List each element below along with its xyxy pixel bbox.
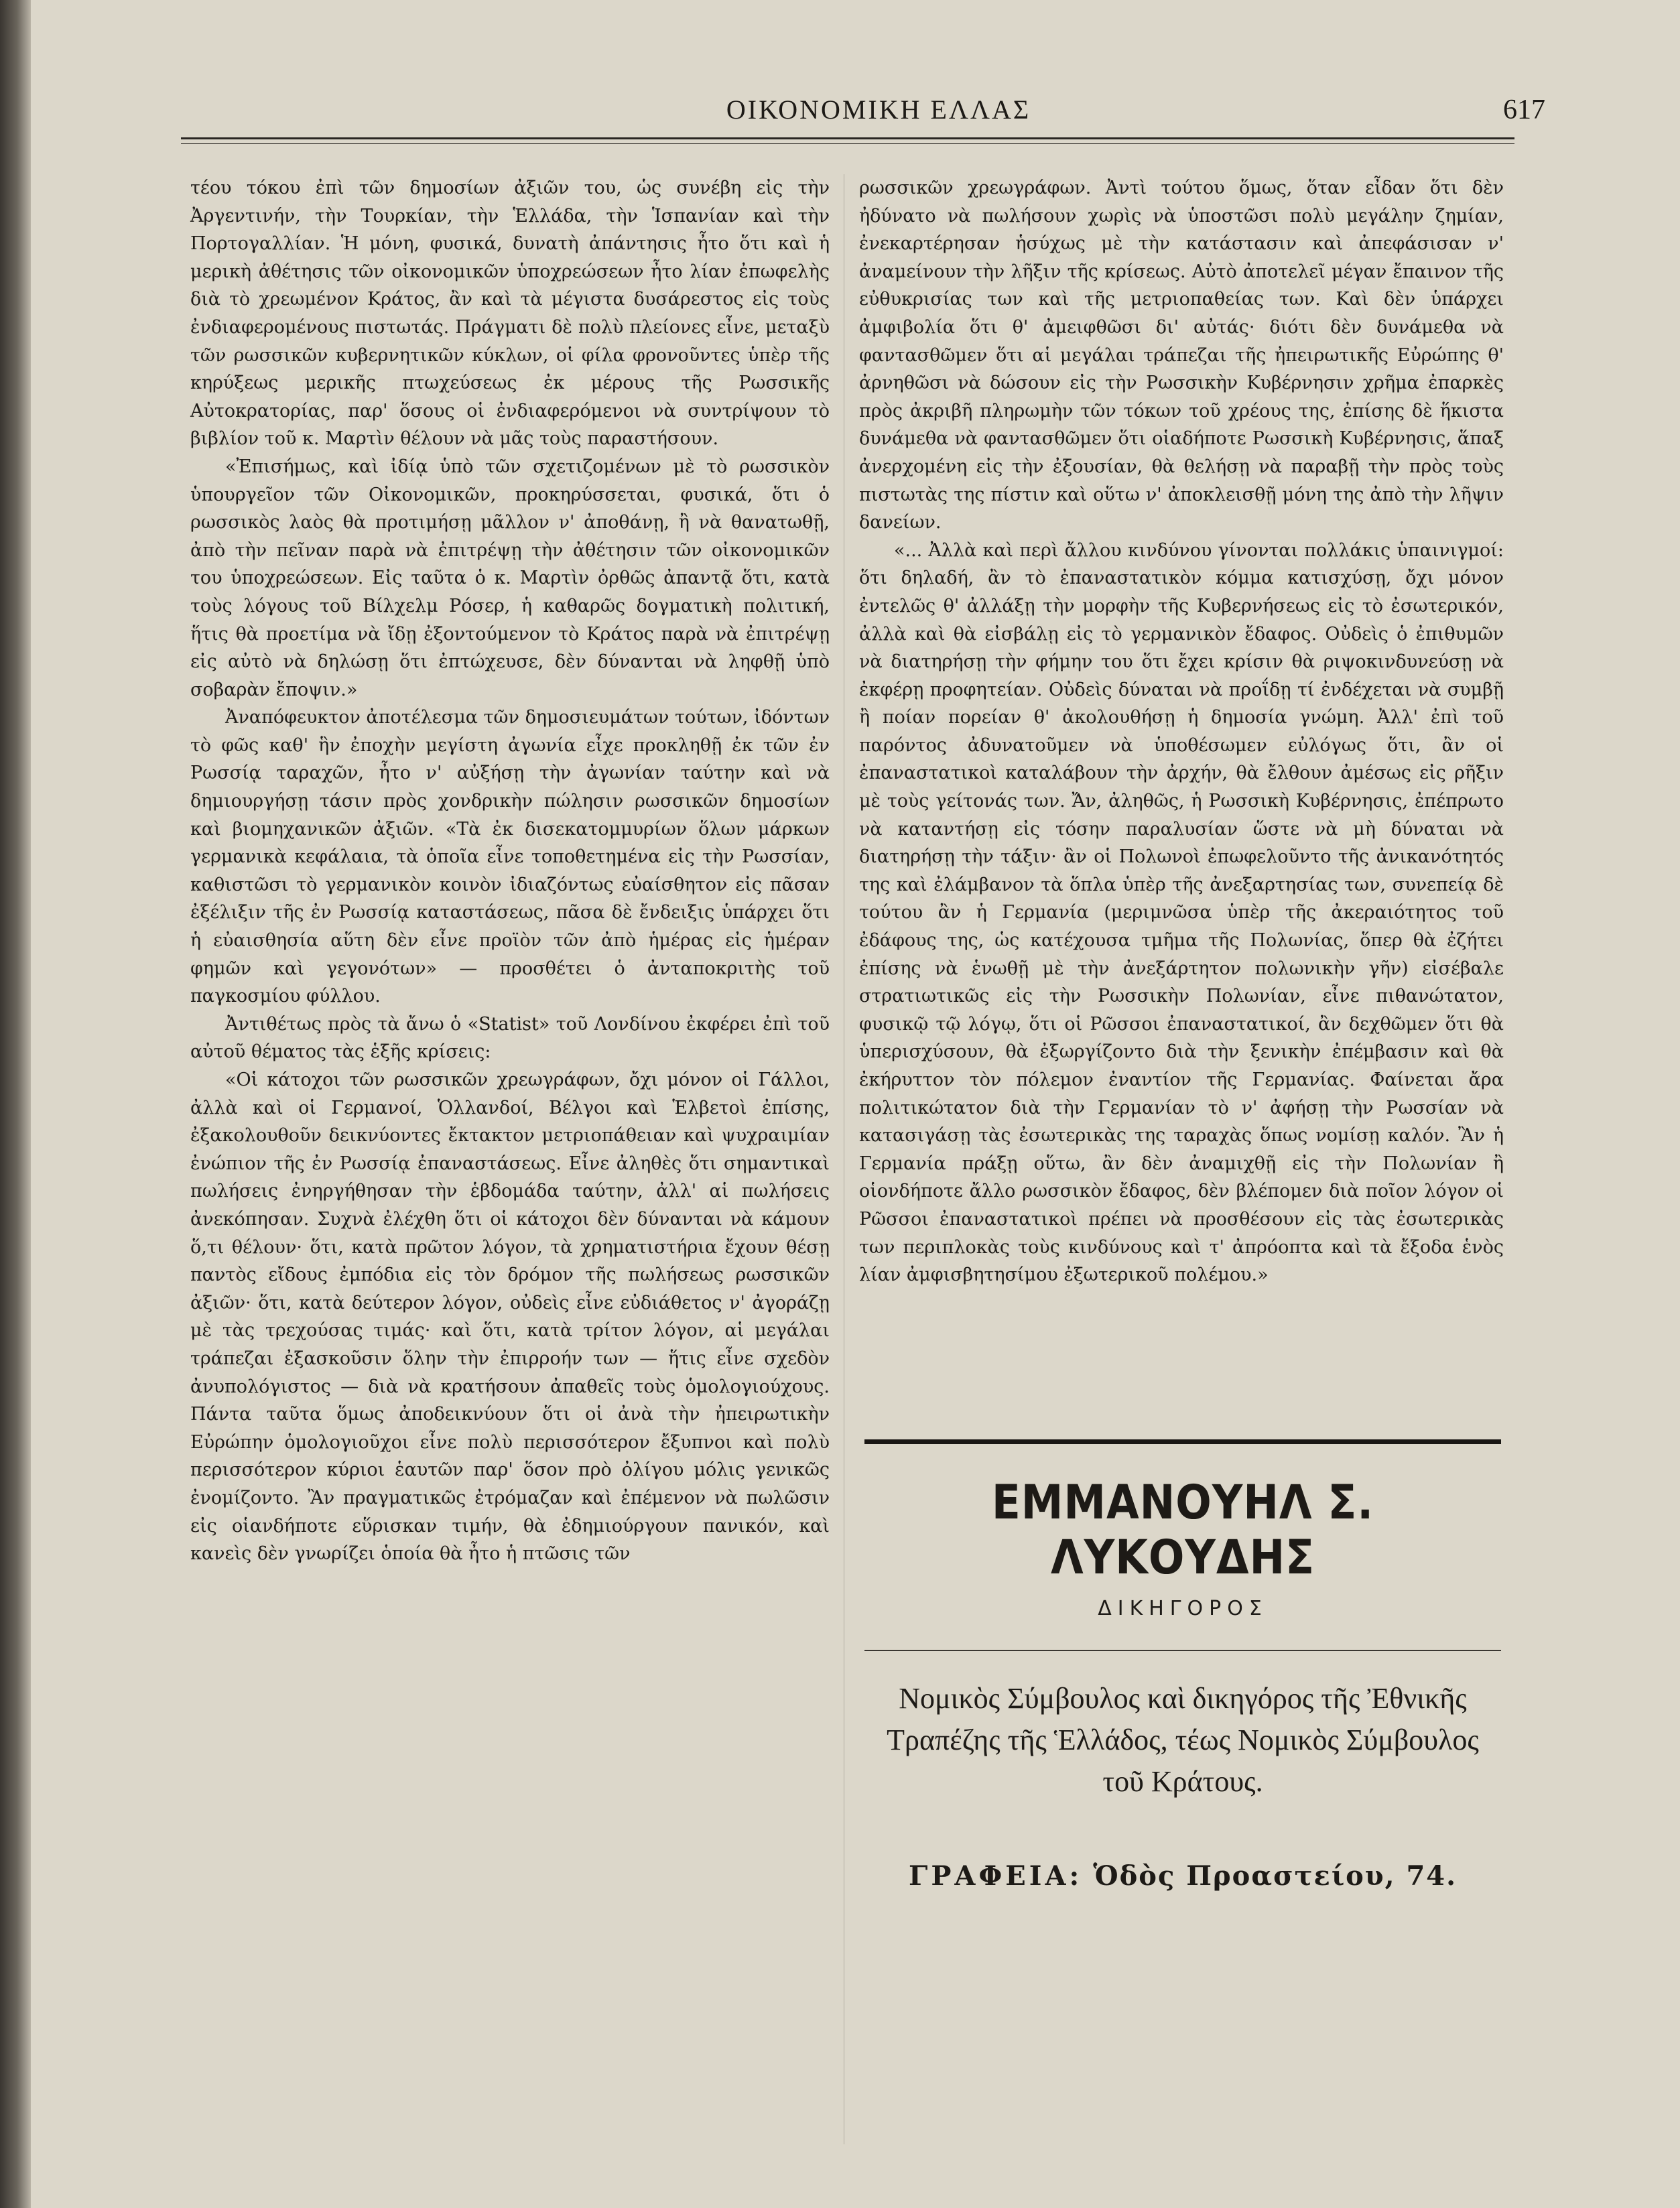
advertisement-top-rule [864,1439,1501,1444]
right-text-column [859,174,1504,1427]
advertiser-description: Νομικὸς Σύμβουλος καὶ δικηγόρος τῆς Ἐθνικῆς Τραπέζης τῆς Ἑλλάδος, τέως Νομικὸς Σύμβουλος τοῦ Κράτους. [887,1682,1479,1798]
paragraph: ρωσσικῶν χρεωγράφων. Ἀντὶ τούτου ὅμως, ὅταν εἶδαν ὅτι δὲν ἠδύνατο νὰ πωλήσουν χωρὶς νὰ ὑποστῶσι πολὺ μεγάλην ζημίαν, ἐνεκαρτέρησαν ἡσύχως μὲ τὴν κατάστασιν καὶ ἀπεφάσισαν ν' ἀναμείνουν τὴν λῆξιν τῆς κρίσεως. Αὐτὸ ἀποτελεῖ μέγαν ἔπαινον τῆς εὐθυκρισίας των καὶ τῆς μετριοπαθείας των. Καὶ δὲν ὑπάρχει ἀμφιβολία ὅτι θ' ἀμειφθῶσι δι' αὐτάς· διότι δὲν δυνάμεθα νὰ φαντασθῶμεν ὅτι αἱ μεγάλαι τράπεζαι τῆς ἠπειρωτικῆς Εὐρώπης θ' ἀρνηθῶσι νὰ δώσουν εἰς τὴν Ρωσσικὴν Κυβέρνησιν χρῆμα ἐπαρκὲς πρὸς ἀκριβῆ πληρωμὴν τῶν τόκων τοῦ χρέους της, ἐπίσης δὲ ἥκιστα δυνάμεθα νὰ φαντασθῶμεν ὅτι οἱαδήποτε Ρωσσικὴ Κυβέρνησις, ἅπαξ ἀνερχομένη εἰς τὴν ἐξουσίαν, θὰ θελήσῃ νὰ παραβῇ τὴν πρὸς τοὺς πιστωτὰς της πίστιν καὶ οὕτω ν' ἀποκλεισθῇ μόνη της ἀπὸ τὴν λῆψιν δανείων. [859,178,1504,533]
paragraph: «Οἱ κάτοχοι τῶν ρωσσικῶν χρεωγράφων, ὄχι μόνον οἱ Γάλλοι, ἀλλὰ καὶ οἱ Γερμανοί, Ὁλλανδοί, Βέλγοι καὶ Ἑλβετοὶ ἐπίσης, ἐξακολουθοῦν δεικνύοντες ἔκτακτον μετριοπάθειαν καὶ ψυχραιμίαν ἐνώπιον τῆς ἐν Ρωσσίᾳ ἐπαναστάσεως. Εἶνε ἀληθὲς ὅτι σημαντικαὶ πωλήσεις ἐνηργήθησαν τὴν ἑβδομάδα ταύτην, ἀλλ' αἱ πωλήσεις ἀνεκόπησαν. Συχνὰ ἐλέχθη ὅτι οἱ κάτοχοι δὲν δύνανται νὰ κάμουν ὅ,τι θέλουν· ὅτι, κατὰ πρῶτον λόγον, τὰ χρηματιστήρια ἔχουν θέσῃ παντὸς εἴδους ἐμπόδια εἰς τὸν δρόμον τῆς πωλήσεως ρωσσικῶν ἀξιῶν· ὅτι, κατὰ δεύτερον λόγον, οὐδεὶς εἶνε εὐδιάθετος ν' ἀγοράζῃ μὲ τὰς τρεχούσας τιμάς· καὶ ὅτι, κατὰ τρίτον λόγον, αἱ μεγάλαι τράπεζαι ἐξασκοῦσιν ὅλην τὴν ἐπιρροήν των — ἥτις εἶνε σχεδὸν ἀνυπολόγιστος — διὰ νὰ κρατήσουν ἀπαθεῖς τοὺς ὁμολογιούχους. Πάντα ταῦτα ὅμως ἀποδεικνύουν ὅτι οἱ ἀνὰ τὴν ἠπειρωτικὴν Εὐρώπην ὁμολογιοῦχοι εἶνε πολὺ περισσότερον ἔξυπνοι καὶ πολὺ περισσότερον κύριοι ἑαυτῶν παρ' ὅσον πρὸ ὀλίγου μόλις γενικῶς ἐνομίζοντο. Ἂν πραγματικῶς ἐτρόμαζαν καὶ ἐπέμενον νὰ πωλῶσιν εἰς οἱανδήποτε εὕρισκαν τιμήν, θὰ ἐδημιούργουν πανικόν, καὶ κανεὶς δὲν γνωρίζει ὁποία θὰ ἦτο ἡ πτῶσις τῶν [190,1069,830,1565]
header-double-rule [181,137,1514,144]
page-binding-shadow [0,0,31,2208]
page-number: 617 [1503,94,1545,125]
lawyer-advertisement [864,1439,1501,2170]
advertisement-divider [864,1650,1501,1651]
paragraph: «... Ἀλλὰ καὶ περὶ ἄλλου κινδύνου γίνονται πολλάκις ὑπαινιγμοί: ὅτι δηλαδή, ἂν τὸ ἐπαναστατικὸν κόμμα κατισχύσῃ, ὄχι μόνον ἐντελῶς θ' ἀλλάξῃ τὴν μορφὴν τῆς Κυβερνήσεως εἰς τὸ ἐσωτερικόν, ἀλλὰ καὶ θὰ εἰσβάλῃ εἰς τὸ γερμανικὸν ἔδαφος. Οὐδεὶς ὁ ἐπιθυμῶν νὰ διατηρήσῃ τὴν φήμην του ὅτι ἔχει κρίσιν θὰ ριψοκινδυνεύσῃ νὰ ἐκφέρῃ προφητείαν. Οὐδεὶς δύναται νὰ προΐδῃ τί ἐνδέχεται νὰ συμβῇ ἢ ποίαν πορείαν θ' ἀκολουθήσῃ ἡ δημοσία γνώμη. Ἀλλ' ἐπὶ τοῦ παρόντος ἀδυνατοῦμεν νὰ ὑποθέσωμεν εὐλόγως ὅτι, ἂν οἱ ἐπαναστατικοὶ καταλάβουν τὴν ἀρχήν, θὰ ἔλθουν ἀμέσως εἰς ρῆξιν μὲ τοὺς γείτονάς των. Ἄν, ἀληθῶς, ἡ Ρωσσικὴ Κυβέρνησις, ἐπέπρωτο νὰ καταντήσῃ εἰς τόσην παραλυσίαν ὥστε νὰ μὴ δύναται νὰ διατηρήσῃ τὴν τάξιν· ἂν οἱ Πολωνοὶ ἐπωφελοῦντο τῆς ἀνικανότητός της καὶ ἐλάμβανον τὰ ὅπλα ὑπὲρ τῆς ἀνεξαρτησίας των, συνεπείᾳ δὲ τούτου ἂν ἡ Γερμανία (μεριμνῶσα ὑπὲρ τῆς ἀκεραιότητος τοῦ ἐδάφους της, ὡς κατέχουσα τμῆμα τῆς Πολωνίας, ὅπερ θὰ ἐζήτει ἐπίσης νὰ ἑνωθῇ μὲ τὴν ἀνεξάρτητον πολωνικὴν γῆν) εἰσέβαλε στρατιωτικῶς εἰς τὴν Ρωσσικὴν Πολωνίαν, εἶνε πιθανώτατον, φυσικῷ τῷ λόγῳ, ὅτι οἱ Ρῶσσοι ἐπαναστατικοί, ἂν δεχθῶμεν ὅτι θὰ ὑπερισχύσουν, θὰ ἐξωργίζοντο διὰ τὴν ξενικὴν ἐπέμβασιν καὶ θὰ ἐκήρυττον τὸν πόλεμον ἐναντίον τῆς Γερμανίας. Φαίνεται ἄρα πολιτικώτατον διὰ τὴν Γερμανίαν τὸ ν' ἀφήσῃ τὴν Ρωσσίαν νὰ κατασιγάσῃ τὰς ἐσωτερικὰς της ταραχὰς ὅπως νομίσῃ καλόν. Ἂν ἡ Γερμανία πράξῃ οὕτω, ἂν δὲν ἀναμιχθῇ εἰς τὴν Πολωνίαν ἢ οἱονδήποτε ἄλλο ρωσσικὸν ἔδαφος, δὲν βλέπομεν διὰ ποῖον λόγον οἱ Ρῶσσοι ἐπαναστατικοὶ πρέπει νὰ προσθέσουν εἰς τὰς ἐσωτερικὰς των περιπλοκὰς τοὺς κινδύνους καὶ τ' ἀπρόοπτα καὶ τὰ ἔξοδα ἑνὸς λίαν ἀμφισβητησίμου ἐξωτερικοῦ πολέμου.» [859,539,1504,1286]
paragraph: Ἀναπόφευκτον ἀποτέλεσμα τῶν δημοσιευμάτων τούτων, ἰδόντων τὸ φῶς καθ' ἣν ἐποχὴν μεγίστη ἀγωνία εἶχε προκληθῇ ἐκ τῶν ἐν Ρωσσίᾳ ταραχῶν, ἦτο ν' αὐξήσῃ τὴν ἀγωνίαν ταύτην καὶ νὰ δημιουργήσῃ τάσιν πρὸς χονδρικὴν πώλησιν ρωσσικῶν δημοσίων καὶ βιομηχανικῶν ἀξιῶν. «Τὰ ἐκ δισεκατομμυρίων ὅλων μάρκων γερμανικὰ κεφάλαια, τὰ ὁποῖα εἶνε τοποθετημένα εἰς τὴν Ρωσσίαν, καθιστῶσι τὸ γερμανικὸν κοινὸν ἰδιαζόντως εὐαίσθητον εἰς πᾶσαν ἐξέλιξιν τῆς ἐν Ρωσσίᾳ καταστάσεως, πᾶσα δὲ ἔνδειξις ὑπάρχει ὅτι ἡ εὐαισθησία αὕτη δὲν εἶνε προϊὸν τῶν ἀπὸ ἡμέρας εἰς ἡμέραν φημῶν καὶ γεγονότων» — προσθέτει ὁ ἀνταποκριτὴς τοῦ παγκοσμίου φύλλου. [190,707,830,1007]
paragraph: Ἀντιθέτως πρὸς τὰ ἄνω ὁ «Statist» τοῦ Λονδίνου ἐκφέρει ἐπὶ τοῦ αὐτοῦ θέματος τὰς ἑξῆς κρίσεις: [190,1013,830,1063]
offices-address: Ὁδὸς Προαστείου, 74. [1093,1860,1458,1892]
paragraph: τέου τόκου ἐπὶ τῶν δημοσίων ἀξιῶν του, ὡς συνέβη εἰς τὴν Ἀργεντινήν, τὴν Τουρκίαν, τὴν Ἑλλάδα, τὴν Ἱσπανίαν καὶ τὴν Πορτογαλλίαν. Ἡ μόνη, φυσικά, δυνατὴ ἀπάντησις ἦτο ὅτι καὶ ἡ μερικὴ ἀθέτησις τῶν οἰκονομικῶν ὑποχρεώσεων ἦτο λίαν ἐπωφελὴς διὰ τὸ χρεωμένον Κράτος, ἂν καὶ τὰ μέγιστα δυσάρεστος εἰς τοὺς ἐνδιαφερομένους πιστωτάς. Πράγματι δὲ πολὺ πλείονες εἶνε, μεταξὺ τῶν ρωσσικῶν κυβερνητικῶν κύκλων, οἱ φίλα φρονοῦντες ὑπὲρ τῆς κηρύξεως μερικῆς πτωχεύσεως ἐκ μέρους τῆς Ρωσσικῆς Αὐτοκρατορίας, παρ' ὅσους οἱ ἐνδιαφερόμενοι νὰ συντρίψουν τὸ βιβλίον τοῦ κ. Μαρτὶν θέλουν νὰ μᾶς τοὺς παραστήσουν. [190,178,830,450]
left-text-column [190,174,830,2185]
offices-label: ΓΡΑΦΕΙΑ: [908,1860,1083,1892]
page-header [212,87,1545,141]
offices-line [864,1860,1501,1892]
paragraph: «Ἐπισήμως, καὶ ἰδίᾳ ὑπὸ τῶν σχετιζομένων μὲ τὸ ρωσσικὸν ὑπουργεῖον τῶν Οἰκονομικῶν, προκηρύσσεται, φυσικά, ὅτι ὁ ρωσσικὸς λαὸς θὰ προτιμήσῃ μᾶλλον ν' ἀποθάνῃ, ἢ νὰ θανατωθῇ, ἀπὸ τὴν πεῖναν παρὰ νὰ ἐπιτρέψῃ τὴν ἀθέτησιν τῶν οἰκονομικῶν του ὑποχρεώσεων. Εἰς ταῦτα ὁ κ. Μαρτὶν ὀρθῶς ἀπαντᾷ ὅτι, κατὰ τοὺς λόγους τοῦ Βίλχελμ Ρόσερ, ἡ καθαρῶς δογματικὴ πολιτική, ἥτις θὰ προετίμα νὰ ἴδῃ ἐξοντούμενον τὸ Κράτος παρὰ νὰ ἐπιτρέψῃ εἰς αὐτὸ νὰ δηλώσῃ ὅτι ἐπτώχευσε, δὲν δύνανται νὰ ληφθῇ ὑπὸ σοβαρὰν ἔποψιν.» [190,456,830,700]
advertiser-name: ΕΜΜΑΝΟΥΗΛ Σ. ΛΥΚΟΥΔΗΣ [991,1475,1374,1585]
running-title: ΟΙΚΟΝΟΜΙΚΗ ΕΛΛΑΣ [726,94,1031,125]
advertiser-profession: ΔΙΚΗΓΟΡΟΣ [1098,1597,1268,1620]
